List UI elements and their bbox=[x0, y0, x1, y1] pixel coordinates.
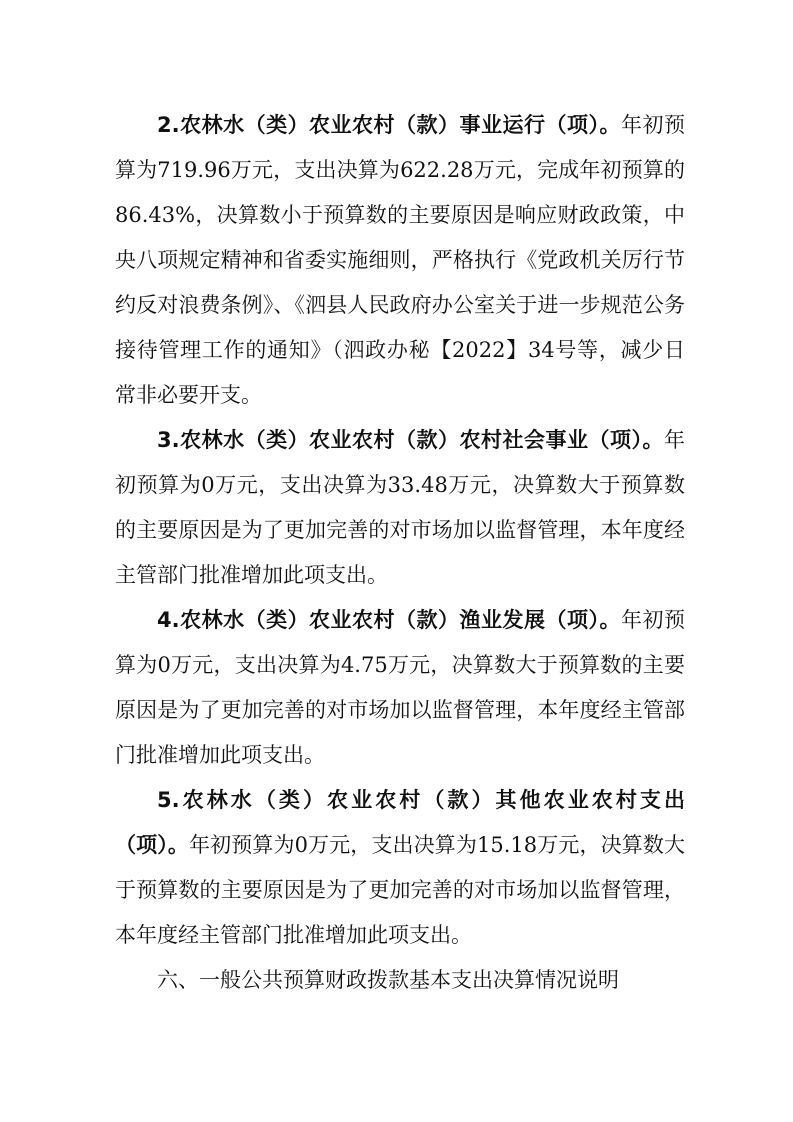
section-heading: 六、一般公共预算财政拨款基本支出决算情况说明 bbox=[157, 968, 619, 992]
paragraph-lead: 5.农林水（类）农业农村（款）其他农业农村支出（项）。 bbox=[115, 788, 685, 857]
paragraph-text: 年初预算为0万元，支出决算为4.75万元，决算数大于预算数的主要原因是为了更加完善的对市场加以监督管理，本年度经主管部门批准增加此项支出。 bbox=[115, 608, 686, 767]
paragraph-item-2 bbox=[115, 103, 685, 418]
paragraph-item-5 bbox=[115, 778, 685, 958]
paragraph-text: 年初预算为0万元，支出决算为15.18万元，决算数大于预算数的主要原因是为了更加完善的对市场加以监督管理，本年度经主管部门批准增加此项支出。 bbox=[115, 833, 685, 947]
paragraph-text: 年初预算为0万元，支出决算为33.48万元，决算数大于预算数的主要原因是为了更加完善的对市场加以监督管理，本年度经主管部门批准增加此项支出。 bbox=[115, 428, 685, 587]
document-body bbox=[115, 103, 685, 1003]
paragraph-lead: 2.农林水（类）农业农村（款）事业运行（项）。 bbox=[157, 113, 622, 137]
paragraph-text: 年初预算为719.96万元，支出决算为622.28万元，完成年初预算的86.43%，决算数小于预算数的主要原因是响应财政政策，中央八项规定精神和省委实施细则，严格执行《党政机关厉行节约反对浪费条例》、《泗县人民政府办公室关于进一步规范公务接待管理工作的通知》（泗政办秘【2022】34号等，减少日常非必要开支。 bbox=[115, 113, 686, 407]
paragraph-item-4 bbox=[115, 598, 685, 778]
paragraph-item-3 bbox=[115, 418, 685, 598]
paragraph-lead: 3.农林水（类）农业农村（款）农村社会事业（项）。 bbox=[157, 428, 664, 452]
paragraph-lead: 4.农林水（类）农业农村（款）渔业发展（项）。 bbox=[157, 608, 622, 632]
